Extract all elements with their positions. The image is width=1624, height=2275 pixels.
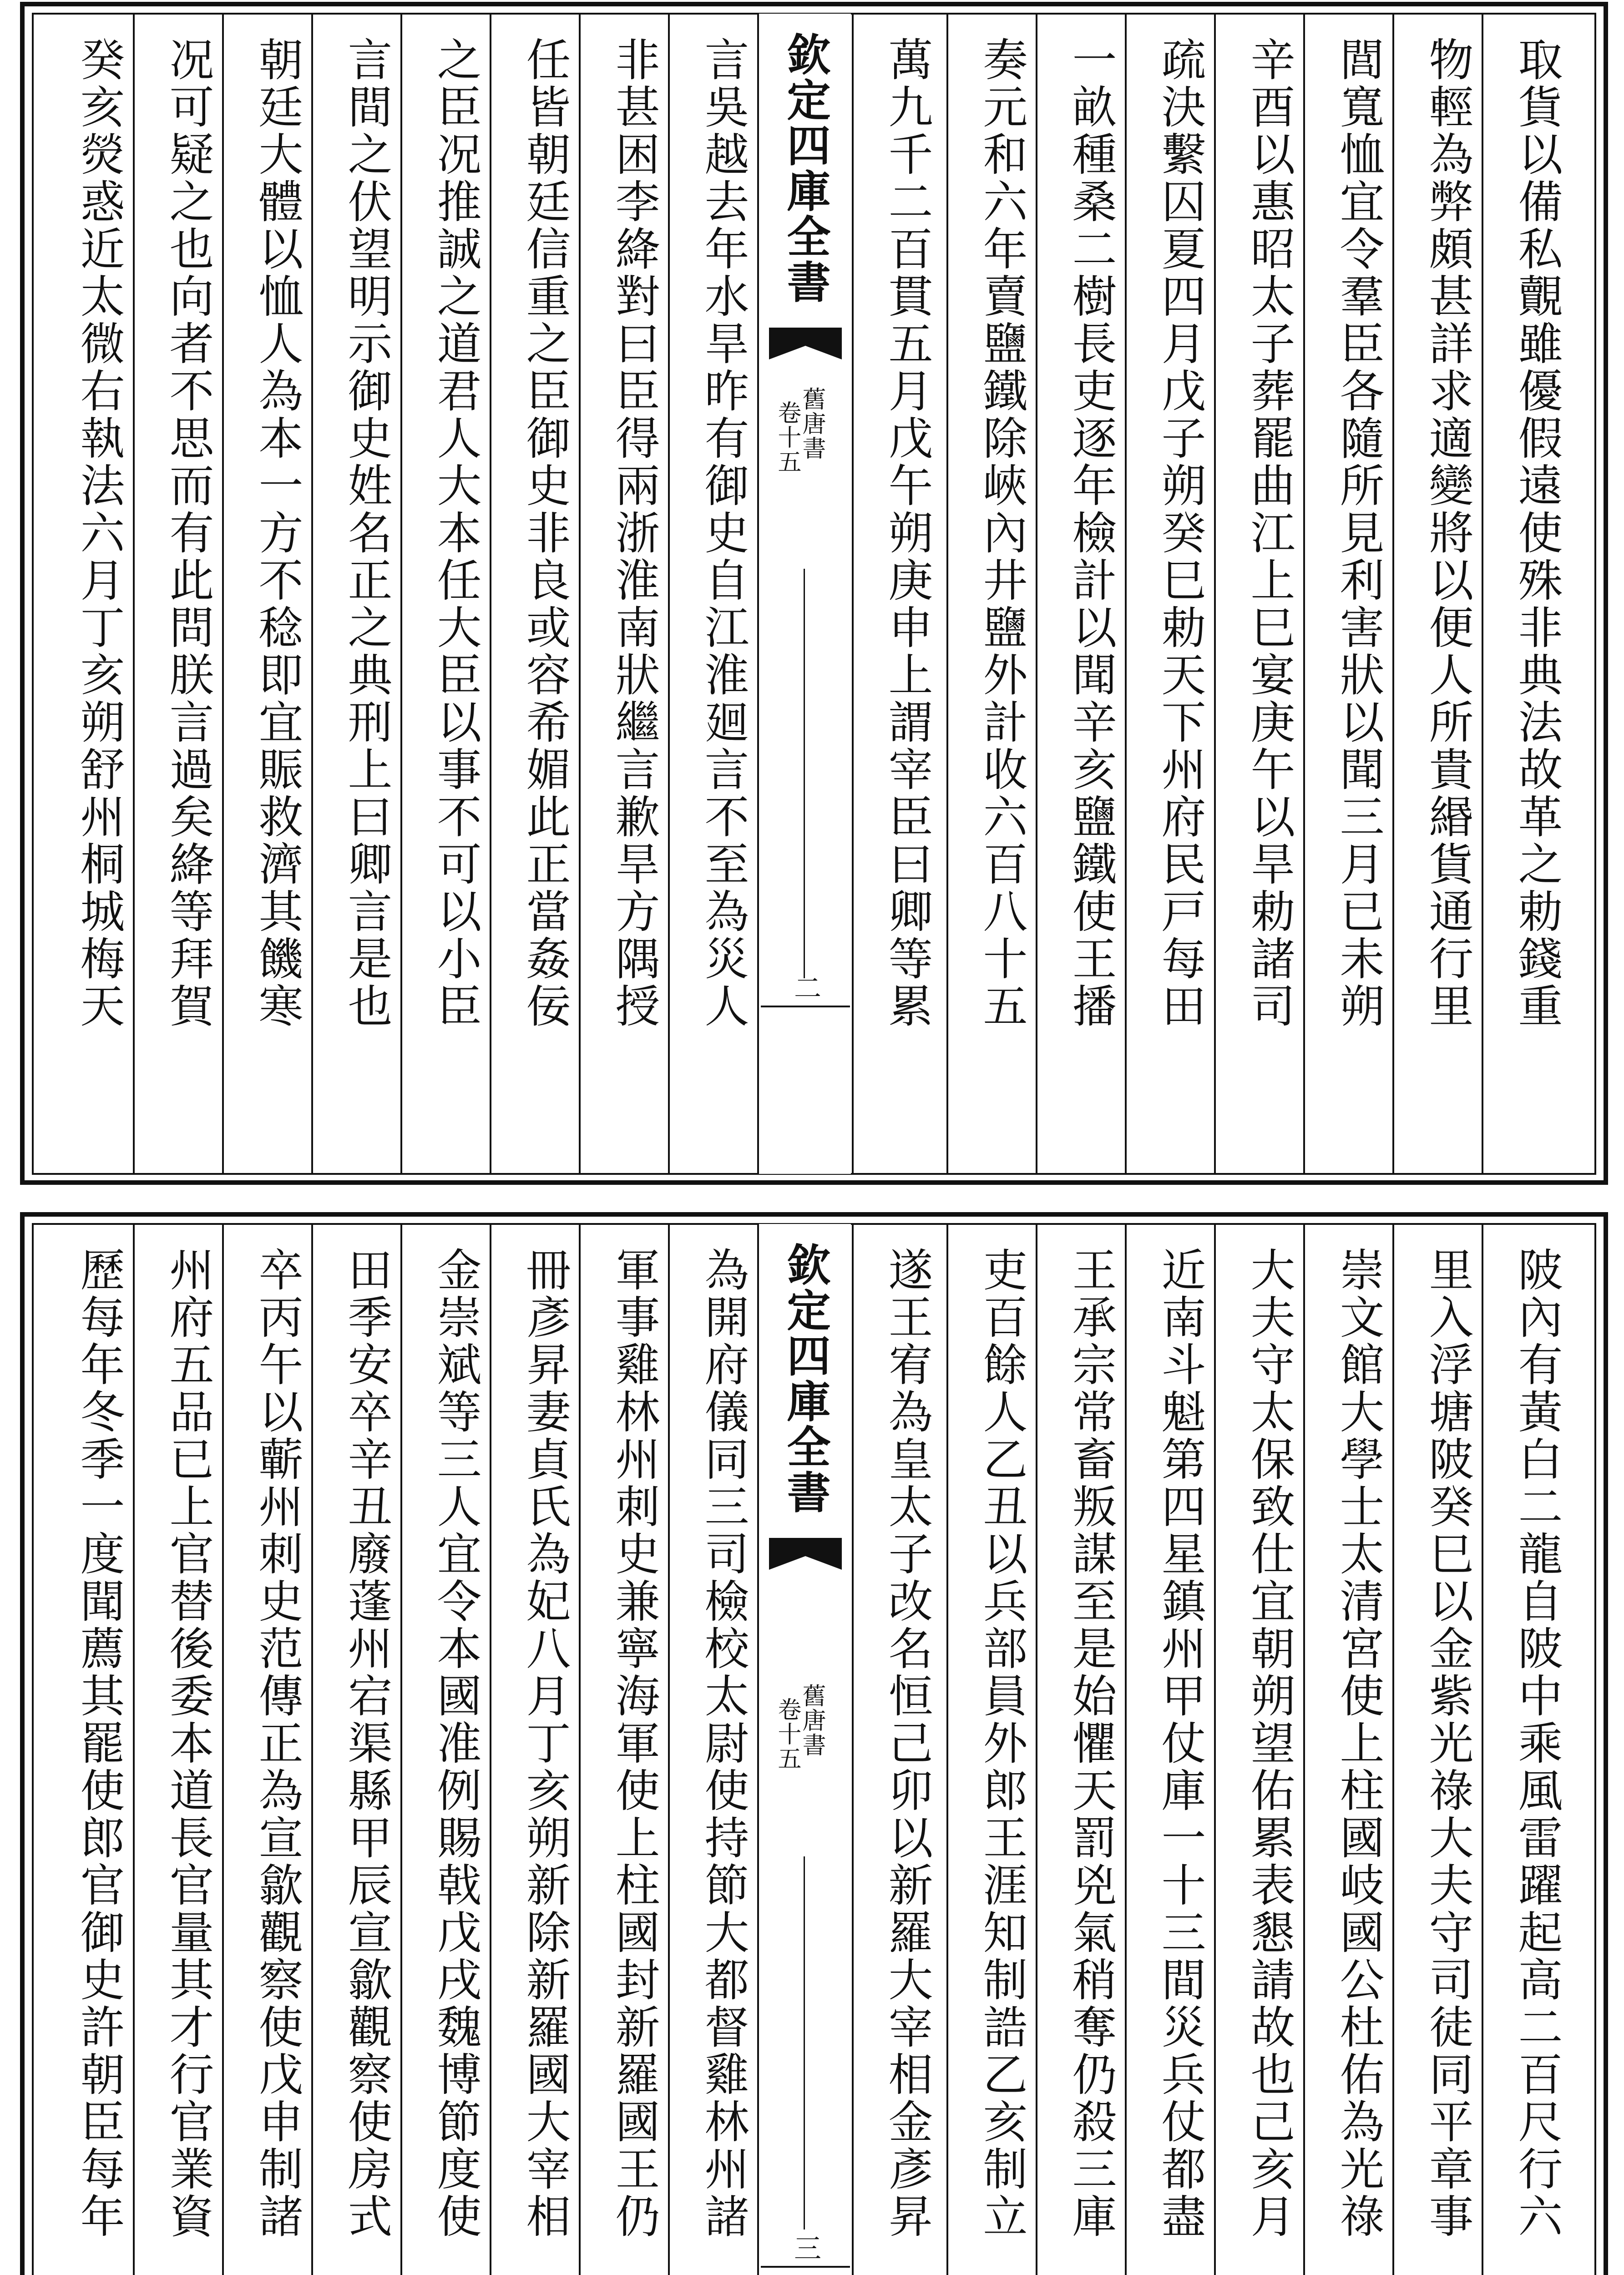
book-title: 欽定四庫全書 (780, 1242, 831, 1515)
book-title: 欽定四庫全書 (780, 32, 831, 305)
text-column: 萬九千二百貫五月戊午朔庚申上謂宰臣曰卿等累 (881, 36, 933, 1030)
volume-chapter: 卷十五 (774, 1697, 801, 1771)
text-column: 朝廷大體以恤人為本一方不稔即宜賑救濟其饑寒 (251, 36, 303, 1030)
text-column: 言間之伏望明示御史姓名正之典刑上曰卿言是也 (340, 36, 392, 1030)
text-column: 遂王宥為皇太子改名恒己卯以新羅大宰相金彥昇 (881, 1247, 933, 2240)
text-column: 况可疑之也向者不思而有此問朕言過矣絳等拜賀 (162, 36, 214, 1030)
text-column: 物輕為弊頗甚詳求適變將以便人所貴緡貨通行里 (1422, 36, 1473, 1030)
text-column: 一畝種桑二樹長吏逐年檢計以聞辛亥鹽鐵使王播 (1065, 36, 1117, 1030)
folio-number: 二 (789, 974, 821, 1001)
folio-number: 三 (789, 2234, 821, 2261)
text-column: 田季安卒辛丑廢蓬州宕渠縣甲辰宣歙觀察使房式 (340, 1247, 392, 2240)
text-column: 任皆朝廷信重之臣御史非良或容希媚此正當姦佞 (519, 36, 571, 1030)
text-column: 州府五品已上官替後委本道長官量其才行官業資 (162, 1247, 214, 2240)
text-column: 歷每年冬季一度聞薦其罷使郎官御史許朝臣每年 (73, 1247, 125, 2240)
fishtail-mark (769, 1538, 842, 1579)
text-column: 崇文館大學士太清宮使上柱國岐國公杜佑為光祿 (1332, 1247, 1384, 2240)
text-column: 陂內有黃白二龍自陂中乘風雷躍起高二百尺行六 (1511, 1247, 1563, 2240)
bottom-page (0, 1210, 1624, 2275)
fishtail-mark (769, 328, 842, 369)
volume-chapter: 卷十五 (774, 400, 801, 474)
volume-name: 舊唐書 (798, 1684, 825, 1757)
volume-name: 舊唐書 (798, 387, 825, 460)
text-column: 取貨以備私覿雖優假遠使殊非典法故革之勅錢重 (1511, 36, 1563, 1030)
text-column: 冊彥昇妻貞氏為妃八月丁亥朔新除新羅國大宰相 (519, 1247, 571, 2240)
text-column: 金崇斌等三人宜令本國准例賜戟戊戌魏博節度使 (430, 1247, 481, 2240)
text-column: 之臣况推誠之道君人大本任大臣以事不可以小臣 (430, 36, 481, 1030)
text-column: 非甚困李絳對曰臣得兩浙淮南狀繼言歉旱方隅授 (608, 36, 660, 1030)
text-column: 閭寬恤宜令羣臣各隨所見利害狀以聞三月已未朔 (1332, 36, 1384, 1030)
text-column: 辛酉以惠昭太子葬罷曲江上巳宴庚午以旱勅諸司 (1243, 36, 1295, 1030)
text-column: 疏決繫囚夏四月戊子朔癸巳勅天下州府民戸每田 (1154, 36, 1206, 1030)
text-column: 近南斗魁第四星鎮州甲仗庫一十三間災兵仗都盡 (1154, 1247, 1206, 2240)
text-column: 為開府儀同三司檢校太尉使持節大都督雞林州諸 (697, 1247, 749, 2240)
text-column: 吏百餘人乙丑以兵部員外郎王涯知制誥乙亥制立 (976, 1247, 1027, 2240)
text-column: 王承宗常畜叛謀至是始懼天罰兇氣稍奪仍殺三庫 (1065, 1247, 1117, 2240)
text-column: 癸亥熒惑近太微右執法六月丁亥朔舒州桐城梅天 (73, 36, 125, 1030)
text-column: 奏元和六年賣鹽鐵除峽內井鹽外計收六百八十五 (976, 36, 1027, 1030)
text-column: 里入浮塘陂癸巳以金紫光祿大夫守司徒同平章事 (1422, 1247, 1473, 2240)
text-column: 卒丙午以蘄州刺史范傳正為宣歙觀察使戊申制諸 (251, 1247, 303, 2240)
text-column: 大夫守太保致仕宜朝朔望佑累表懇請故也己亥月 (1243, 1247, 1295, 2240)
text-column: 言吳越去年水旱昨有御史自江淮廻言不至為災人 (697, 36, 749, 1030)
text-column: 軍事雞林州刺史兼寧海軍使上柱國封新羅國王仍 (608, 1247, 660, 2240)
